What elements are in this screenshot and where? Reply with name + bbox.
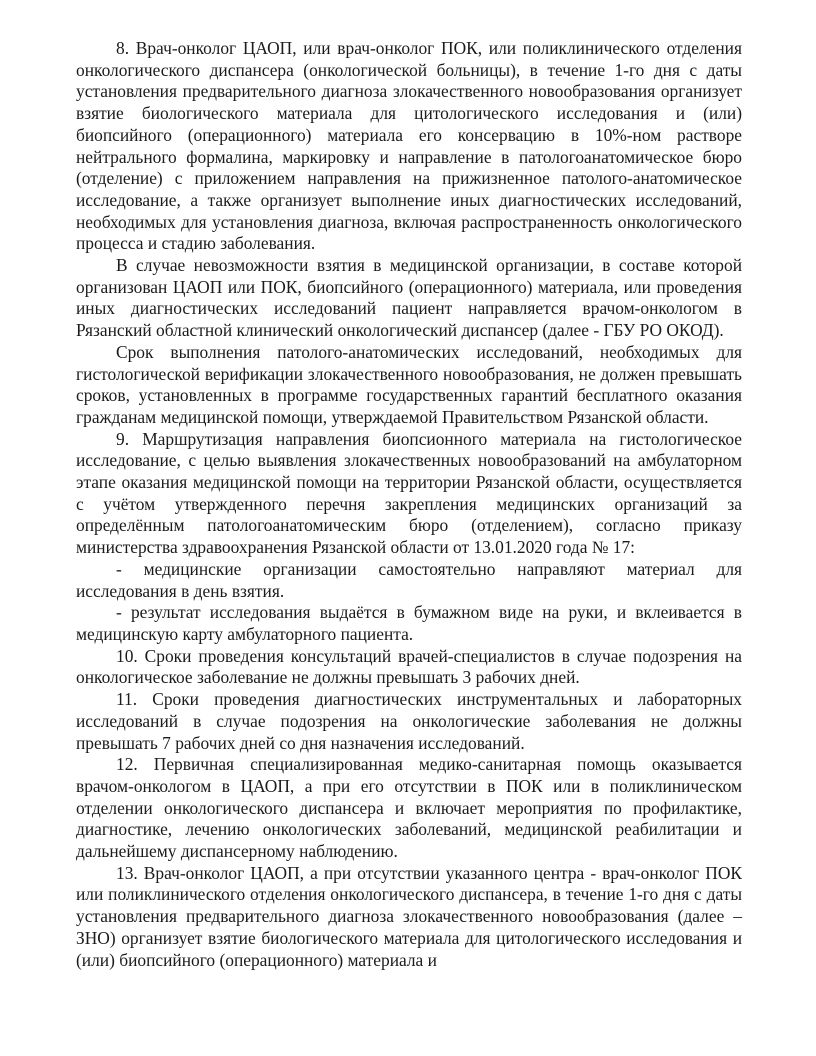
paragraph-11: 11. Сроки проведения диагностических инструментальных и лабораторных исследований в случае подозрения на онкологические заболевания не должны превышать 7 рабочих дней со дня назначения исследований. (76, 689, 742, 753)
paragraph-examination-term: Срок выполнения патолого-анатомических исследований, необходимых для гистологической верификации злокачественного новообразования, не должен превышать сроков, установленных в программе государственных гарантий бесплатного оказания гражданам медицинской помощи, утверждаемой Правительством Рязанской области. (76, 341, 742, 427)
paragraph-9: 9. Маршрутизация направления биопсионного материала на гистологическое исследование, с целью выявления злокачественных новообразований на амбулаторном этапе оказания медицинской помощи на территории Рязанской области, осуществляется с учётом утвержденного перечня закрепления медицинских организаций за определённым патологоанатомическим бюро (отделением), согласно приказу министерства здравоохранения Рязанской области от 13.01.2020 года № 17: (76, 428, 742, 558)
paragraph-8: 8. Врач-онколог ЦАОП, или врач-онколог ПОК, или поликлинического отделения онкологического диспансера (онкологической больницы), в течение 1-го дня с даты установления предварительного диагноза злокачественного новообразования организует взятие биологического материала для цитологического исследования и (или) биопсийного (операционного) материала его консервацию в 10%-ном растворе нейтрального формалина, маркировку и направление в патологоанатомическое бюро (отделение) с приложением направления на прижизненное патолого-анатомическое исследование, а также организует выполнение иных диагностических исследований, необходимых для установления диагноза, включая распространенность онкологического процесса и стадию заболевания. (76, 38, 742, 254)
document-body (76, 38, 742, 971)
paragraph-13: 13. Врач-онколог ЦАОП, а при отсутствии указанного центра - врач-онколог ПОК или поликлинического отделения онкологического диспансера, в течение 1-го дня с даты установления предварительного диагноза злокачественного новообразования (далее – ЗНО) организует взятие биологического материала для цитологического исследования и (или) биопсийного (операционного) материала и (76, 862, 742, 970)
list-item-result-paper: - результат исследования выдаётся в бумажном виде на руки, и вклеивается в медицинскую карту амбулаторного пациента. (76, 602, 742, 644)
paragraph-12: 12. Первичная специализированная медико-санитарная помощь оказывается врачом-онкологом в ЦАОП, а при его отсутствии в ПОК или в поликлиническом отделении онкологического диспансера и включает мероприятия по профилактике, диагностике, лечению онкологических заболеваний, медицинской реабилитации и дальнейшему диспансерному наблюдению. (76, 754, 742, 862)
list-item-send-material: - медицинские организации самостоятельно направляют материал для исследования в день взятия. (76, 558, 742, 601)
paragraph-biopsy-impossible: В случае невозможности взятия в медицинской организации, в составе которой организован ЦАОП или ПОК, биопсийного (операционного) материала, или проведения иных диагностических исследований пациент направляется врачом-онкологом в Рязанский областной клинический онкологический диспансер (далее - ГБУ РО ОКОД). (76, 255, 742, 341)
paragraph-10: 10. Сроки проведения консультаций врачей-специалистов в случае подозрения на онкологическое заболевание не должны превышать 3 рабочих дней. (76, 645, 742, 688)
